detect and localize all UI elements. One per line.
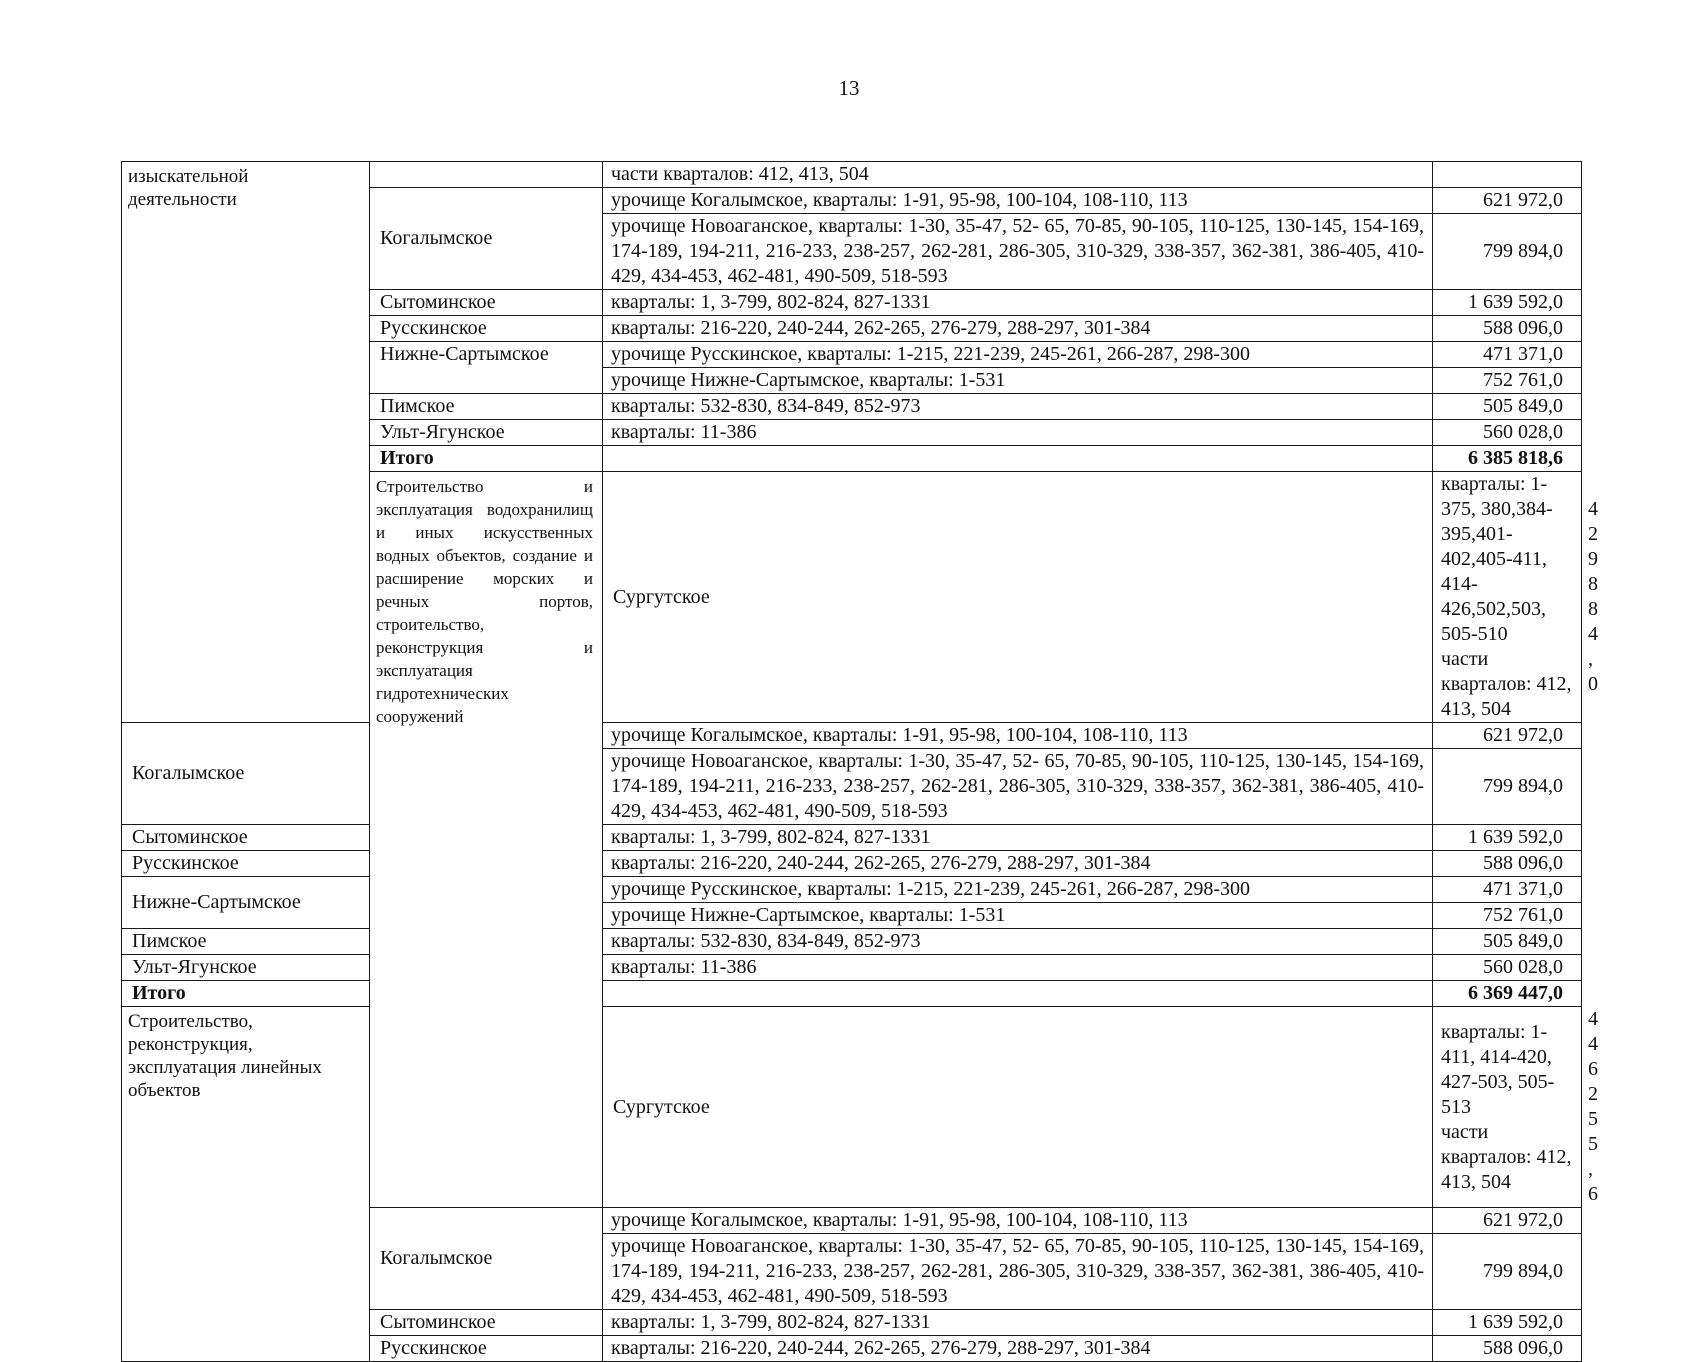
total-label: Итого: [122, 981, 370, 1007]
quarters-cell: урочище Когалымское, кварталы: 1-91, 95-98, 100-104, 108-110, 113: [603, 188, 1433, 214]
quarters-cell: урочище Новоаганское, кварталы: 1-30, 35-47, 52- 65, 70-85, 90-105, 110-125, 130-145, 154-169, 174-189, 194-211, 216-233, 238-257, 262-281, 286-305, 310-329, 338-357, 362-381, 386-405, 410-429, 434-453, 462-481, 490-509, 518-593: [603, 749, 1433, 825]
quarters-cell: части кварталов: 412, 413, 504: [603, 162, 1433, 188]
quarters-cell: кварталы: 1, 3-799, 802-824, 827-1331: [603, 1310, 1433, 1336]
area-value-cell: 799 894,0: [1433, 1234, 1582, 1310]
quarters-cell: кварталы: 1, 3-799, 802-824, 827-1331: [603, 290, 1433, 316]
quarters-cell: [603, 446, 1433, 472]
table-row: [122, 825, 1582, 851]
quarters-line: кварталы: 1-411, 414-420, 427-503, 505-513: [1441, 1020, 1555, 1118]
area-cell: Сургутское: [603, 1007, 1433, 1208]
area-value-cell: 799 894,0: [1433, 214, 1582, 290]
quarters-cell: урочище Нижне-Сартымское, кварталы: 1-531: [603, 368, 1433, 394]
area-value-cell: 621 972,0: [1433, 723, 1582, 749]
area-cell: Русскинское: [370, 316, 603, 342]
area-value-cell: [1433, 162, 1582, 188]
total-label: Итого: [370, 446, 603, 472]
table-row: [122, 723, 1582, 749]
area-value-cell: 505 849,0: [1433, 929, 1582, 955]
quarters-cell: урочище Когалымское, кварталы: 1-91, 95-98, 100-104, 108-110, 113: [603, 723, 1433, 749]
quarters-line: части кварталов: 412, 413, 504: [1441, 648, 1572, 720]
area-cell: Сытоминское: [122, 825, 370, 851]
area-cell: Русскинское: [370, 1336, 603, 1362]
quarters-cell: кварталы: 532-830, 834-849, 852-973: [603, 929, 1433, 955]
quarters-cell: кварталы: 1, 3-799, 802-824, 827-1331: [603, 825, 1433, 851]
total-row: [122, 981, 1582, 1007]
quarters-cell: кварталы: 216-220, 240-244, 262-265, 276-279, 288-297, 301-384: [603, 1336, 1433, 1362]
area-value-cell: 505 849,0: [1433, 394, 1582, 420]
total-value: 6 369 447,0: [1433, 981, 1582, 1007]
area-cell: Сытоминское: [370, 290, 603, 316]
quarters-cell: урочище Новоаганское, кварталы: 1-30, 35-47, 52- 65, 70-85, 90-105, 110-125, 130-145, 154-169, 174-189, 194-211, 216-233, 238-257, 262-281, 286-305, 310-329, 338-357, 362-381, 386-405, 410-429, 434-453, 462-481, 490-509, 518-593: [603, 1234, 1433, 1310]
quarters-cell: кварталы: 11-386: [603, 955, 1433, 981]
purpose-cell: Строительство и эксплуатация водохранилищ и иных искусственных водных объектов, создание и расширение морских и речных портов, строительство, реконструкция и эксплуатация гидротехнических сооружений: [370, 472, 603, 1208]
quarters-line: части кварталов: 412, 413, 504: [1441, 1120, 1572, 1193]
quarters-cell: [603, 981, 1433, 1007]
area-cell: Сытоминское: [370, 1310, 603, 1336]
table-row: [122, 851, 1582, 877]
quarters-cell: урочище Новоаганское, кварталы: 1-30, 35-47, 52- 65, 70-85, 90-105, 110-125, 130-145, 154-169, 174-189, 194-211, 216-233, 238-257, 262-281, 286-305, 310-329, 338-357, 362-381, 386-405, 410-429, 434-453, 462-481, 490-509, 518-593: [603, 214, 1433, 290]
area-cell: Нижне-Сартымское: [122, 877, 370, 929]
area-cell: Когалымское: [370, 188, 603, 290]
quarters-cell: [1433, 1007, 1582, 1208]
area-cell: Нижне-Сартымское: [370, 342, 603, 394]
purpose-cell: Строительство, реконструкция, эксплуатация линейных объектов: [122, 1007, 370, 1362]
area-value-cell: 471 371,0: [1433, 877, 1582, 903]
quarters-cell: урочище Русскинское, кварталы: 1-215, 221-239, 245-261, 266-287, 298-300: [603, 877, 1433, 903]
area-cell: [370, 162, 603, 188]
page-number: 13: [838, 76, 860, 100]
quarters-cell: кварталы: 11-386: [603, 420, 1433, 446]
total-value: 6 385 818,6: [1433, 446, 1582, 472]
table-row: Строительство и эксплуатация водохранилищ и иных искусственных водных объектов, создание и расширение морских и речных портов, строительство, реконструкция и эксплуатация гидротехнических сооружений Сургутское кварталы: 1-375, 380,384-395,401-402,405-411, 414-426,502,503, 505-510 части кварталов: 412, 413, 504 429 884,0: [122, 472, 1582, 723]
quarters-cell: кварталы: 216-220, 240-244, 262-265, 276-279, 288-297, 301-384: [603, 851, 1433, 877]
area-cell: Пимское: [370, 394, 603, 420]
area-value-cell: 560 028,0: [1433, 420, 1582, 446]
table-row: [122, 955, 1582, 981]
area-cell: Ульт-Ягунское: [370, 420, 603, 446]
quarters-cell: урочище Когалымское, кварталы: 1-91, 95-98, 100-104, 108-110, 113: [603, 1208, 1433, 1234]
area-value-cell: 621 972,0: [1433, 1208, 1582, 1234]
area-value-cell: 588 096,0: [1433, 851, 1582, 877]
area-value-cell: 471 371,0: [1433, 342, 1582, 368]
area-value-cell: 1 639 592,0: [1433, 290, 1582, 316]
table-row: [122, 929, 1582, 955]
quarters-cell: [1433, 472, 1582, 723]
area-value-cell: 588 096,0: [1433, 316, 1582, 342]
quarters-cell: урочище Русскинское, кварталы: 1-215, 221-239, 245-261, 266-287, 298-300: [603, 342, 1433, 368]
area-cell: Сургутское: [603, 472, 1433, 723]
quarters-line: кварталы: 1-375, 380,384-395,401-402,405-411, 414-426,502,503, 505-510: [1441, 473, 1553, 645]
quarters-cell: кварталы: 532-830, 834-849, 852-973: [603, 394, 1433, 420]
area-value-cell: 1 639 592,0: [1433, 825, 1582, 851]
quarters-cell: кварталы: 216-220, 240-244, 262-265, 276-279, 288-297, 301-384: [603, 316, 1433, 342]
area-value-cell: 752 761,0: [1433, 903, 1582, 929]
area-value-cell: 560 028,0: [1433, 955, 1582, 981]
area-cell: Когалымское: [122, 723, 370, 825]
area-value-cell: 1 639 592,0: [1433, 1310, 1582, 1336]
table-row: Строительство, реконструкция, эксплуатация линейных объектов Сургутское кварталы: 1-411, 414-420, 427-503, 505-513 части кварталов: 412, 413, 504 446 255,6: [122, 1007, 1582, 1208]
purpose-cell: изыскательной деятельности: [122, 162, 370, 723]
area-cell: Ульт-Ягунское: [122, 955, 370, 981]
area-value-cell: 621 972,0: [1433, 188, 1582, 214]
area-cell: Пимское: [122, 929, 370, 955]
quarters-cell: урочище Нижне-Сартымское, кварталы: 1-531: [603, 903, 1433, 929]
area-value-cell: 588 096,0: [1433, 1336, 1582, 1362]
forestry-quarters-table: [121, 161, 1598, 1362]
area-cell: Русскинское: [122, 851, 370, 877]
table-row: [122, 162, 1582, 188]
area-value-cell: 799 894,0: [1433, 749, 1582, 825]
area-value-cell: 752 761,0: [1433, 368, 1582, 394]
table-row: [122, 877, 1582, 903]
area-cell: Когалымское: [370, 1208, 603, 1310]
